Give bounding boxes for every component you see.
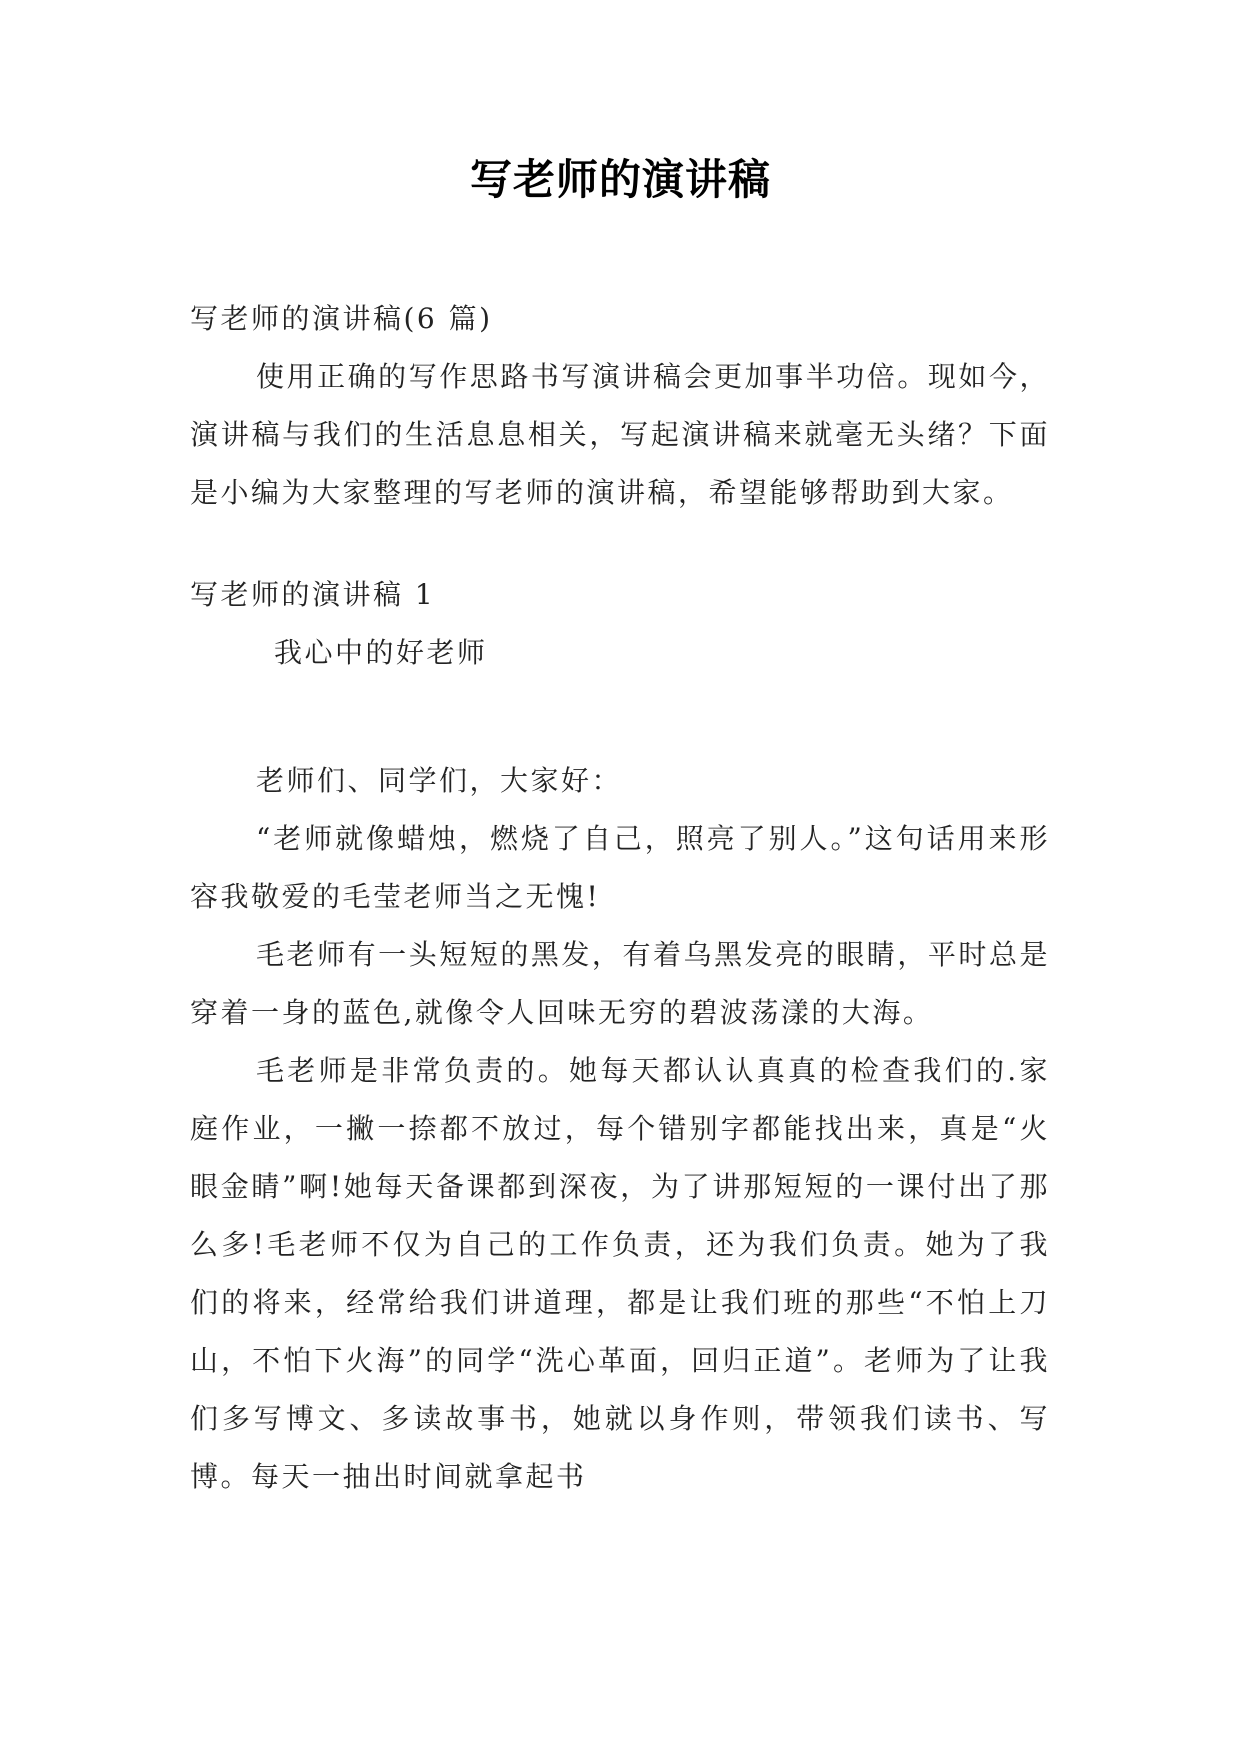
document-title: 写老师的演讲稿 <box>469 155 771 204</box>
document-body <box>190 290 1050 1506</box>
spacer <box>190 522 1050 566</box>
header-line: 写老师的演讲稿(6 篇) <box>190 302 493 335</box>
body-paragraph: 毛老师是非常负责的。她每天都认认真真的检查我们的.家庭作业，一撇一捺都不放过，每个错别字都能找出来，真是“火眼金睛”啊!她每天备课都到深夜，为了讲那短短的一课付出了那么多!毛老师不仅为自己的工作负责，还为我们负责。她为了我们的将来，经常给我们讲道理，都是让我们班的那些“不怕上刀山，不怕下火海”的同学“洗心革面，回归正道”。老师为了让我们多写博文、多读故事书，她就以身作则，带领我们读书、写博。每天一抽出时间就拿起书 <box>190 1054 1050 1493</box>
spacer <box>190 682 1050 752</box>
section-heading: 写老师的演讲稿 1 <box>190 578 436 611</box>
section-subtitle: 我心中的好老师 <box>274 636 488 669</box>
body-paragraph: 毛老师有一头短短的黑发，有着乌黑发亮的眼睛，平时总是穿着一身的蓝色,就像令人回味无穷的碧波荡漾的大海。 <box>190 938 1050 1029</box>
greeting-line: 老师们、同学们，大家好： <box>256 764 623 797</box>
body-paragraph: “老师就像蜡烛，燃烧了自己，照亮了别人。”这句话用来形容我敬爱的毛莹老师当之无愧! <box>190 822 1050 913</box>
intro-paragraph: 使用正确的写作思路书写演讲稿会更加事半功倍。现如今，演讲稿与我们的生活息息相关，写起演讲稿来就毫无头绪？下面是小编为大家整理的写老师的演讲稿，希望能够帮助到大家。 <box>190 360 1050 509</box>
